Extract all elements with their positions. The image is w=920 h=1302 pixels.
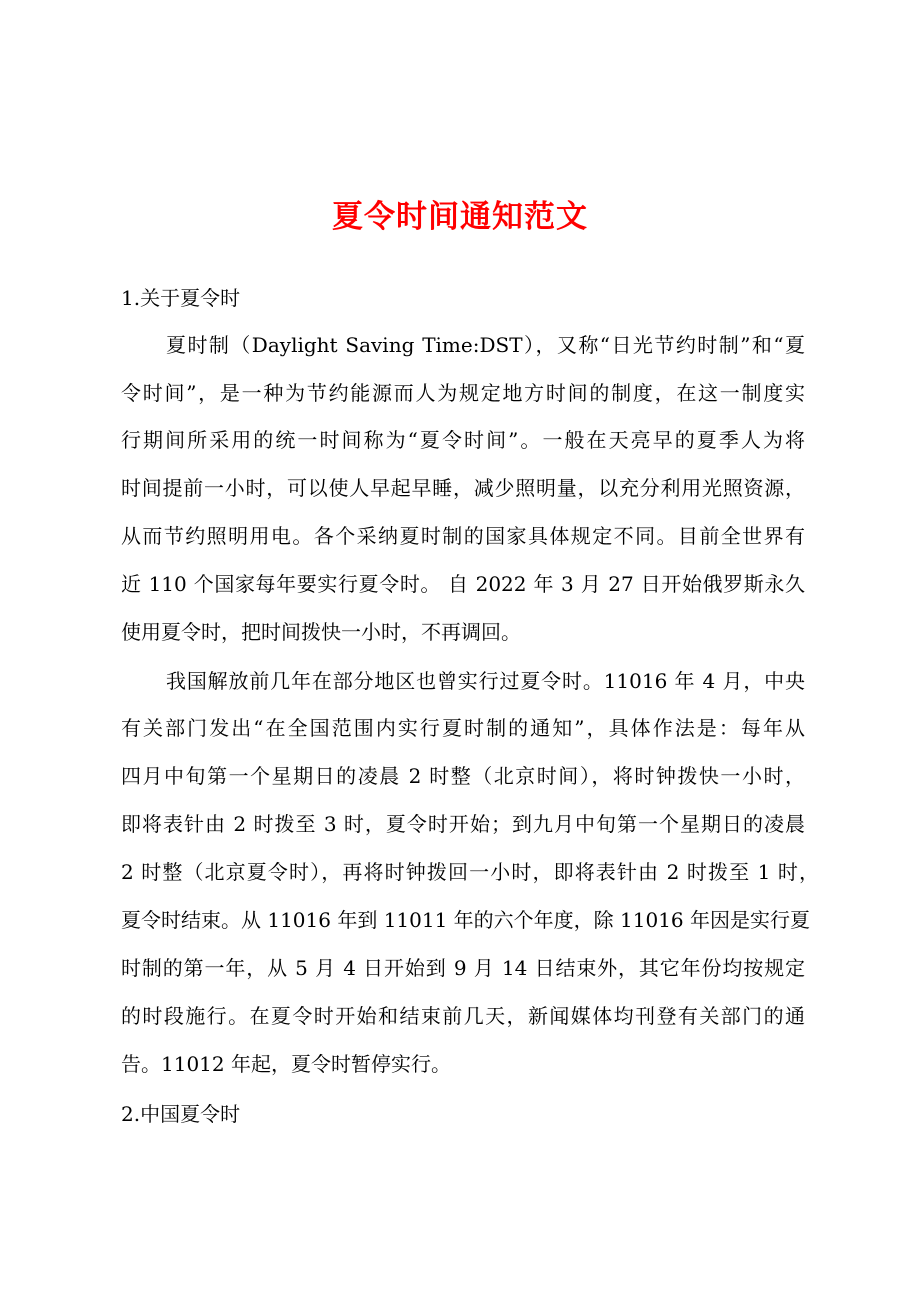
paragraph-line: 时制的第一年，从 5 月 4 日开始到 9 月 14 日结束外，其它年份均按规定 bbox=[121, 956, 805, 980]
paragraph-line: 行期间所采用的统一时间称为“夏令时间”。一般在天亮早的夏季人为将 bbox=[121, 428, 805, 452]
paragraph-line: 夏令时结束。从 11016 年到 11011 年的六个年度，除 11016 年因是实行夏 bbox=[121, 908, 811, 932]
paragraph-line: 从而节约照明用电。各个采纳夏时制的国家具体规定不同。目前全世界有 bbox=[121, 524, 805, 548]
paragraph-line: 的时段施行。在夏令时开始和结束前几天，新闻媒体均刊登有关部门的通 bbox=[121, 1004, 805, 1028]
paragraph-line: 近 110 个国家每年要实行夏令时。 自 2022 年 3 月 27 日开始俄罗斯永久 bbox=[121, 572, 805, 596]
paragraph-line: 2 时整（北京夏令时），再将时钟拨回一小时，即将表针由 2 时拨至 1 时， bbox=[121, 860, 819, 884]
paragraph-line: 四月中旬第一个星期日的凌晨 2 时整（北京时间），将时钟拨快一小时， bbox=[121, 764, 805, 788]
paragraph-line: 时间提前一小时，可以使人早起早睡，减少照明量，以充分利用光照资源， bbox=[121, 476, 805, 500]
section-heading-2: 2.中国夏令时 bbox=[121, 1102, 241, 1126]
paragraph-line: 夏时制（Daylight Saving Time:DST），又称“日光节约时制”和“夏 bbox=[166, 333, 805, 357]
paragraph-line: 告。11012 年起，夏令时暂停实行。 bbox=[121, 1052, 451, 1076]
paragraph-line: 我国解放前几年在部分地区也曾实行过夏令时。11016 年 4 月，中央 bbox=[166, 669, 805, 693]
paragraph-line: 令时间”，是一种为节约能源而人为规定地方时间的制度，在这一制度实 bbox=[121, 381, 805, 405]
paragraph-line: 有关部门发出“在全国范围内实行夏时制的通知”，具体作法是：每年从 bbox=[121, 716, 805, 740]
paragraph-line: 即将表针由 2 时拨至 3 时，夏令时开始；到九月中旬第一个星期日的凌晨 bbox=[121, 812, 805, 836]
document-title: 夏令时间通知范文 bbox=[332, 199, 588, 235]
paragraph-line: 使用夏令时，把时间拨快一小时，不再调回。 bbox=[121, 620, 521, 644]
section-heading-1: 1.关于夏令时 bbox=[121, 286, 241, 310]
